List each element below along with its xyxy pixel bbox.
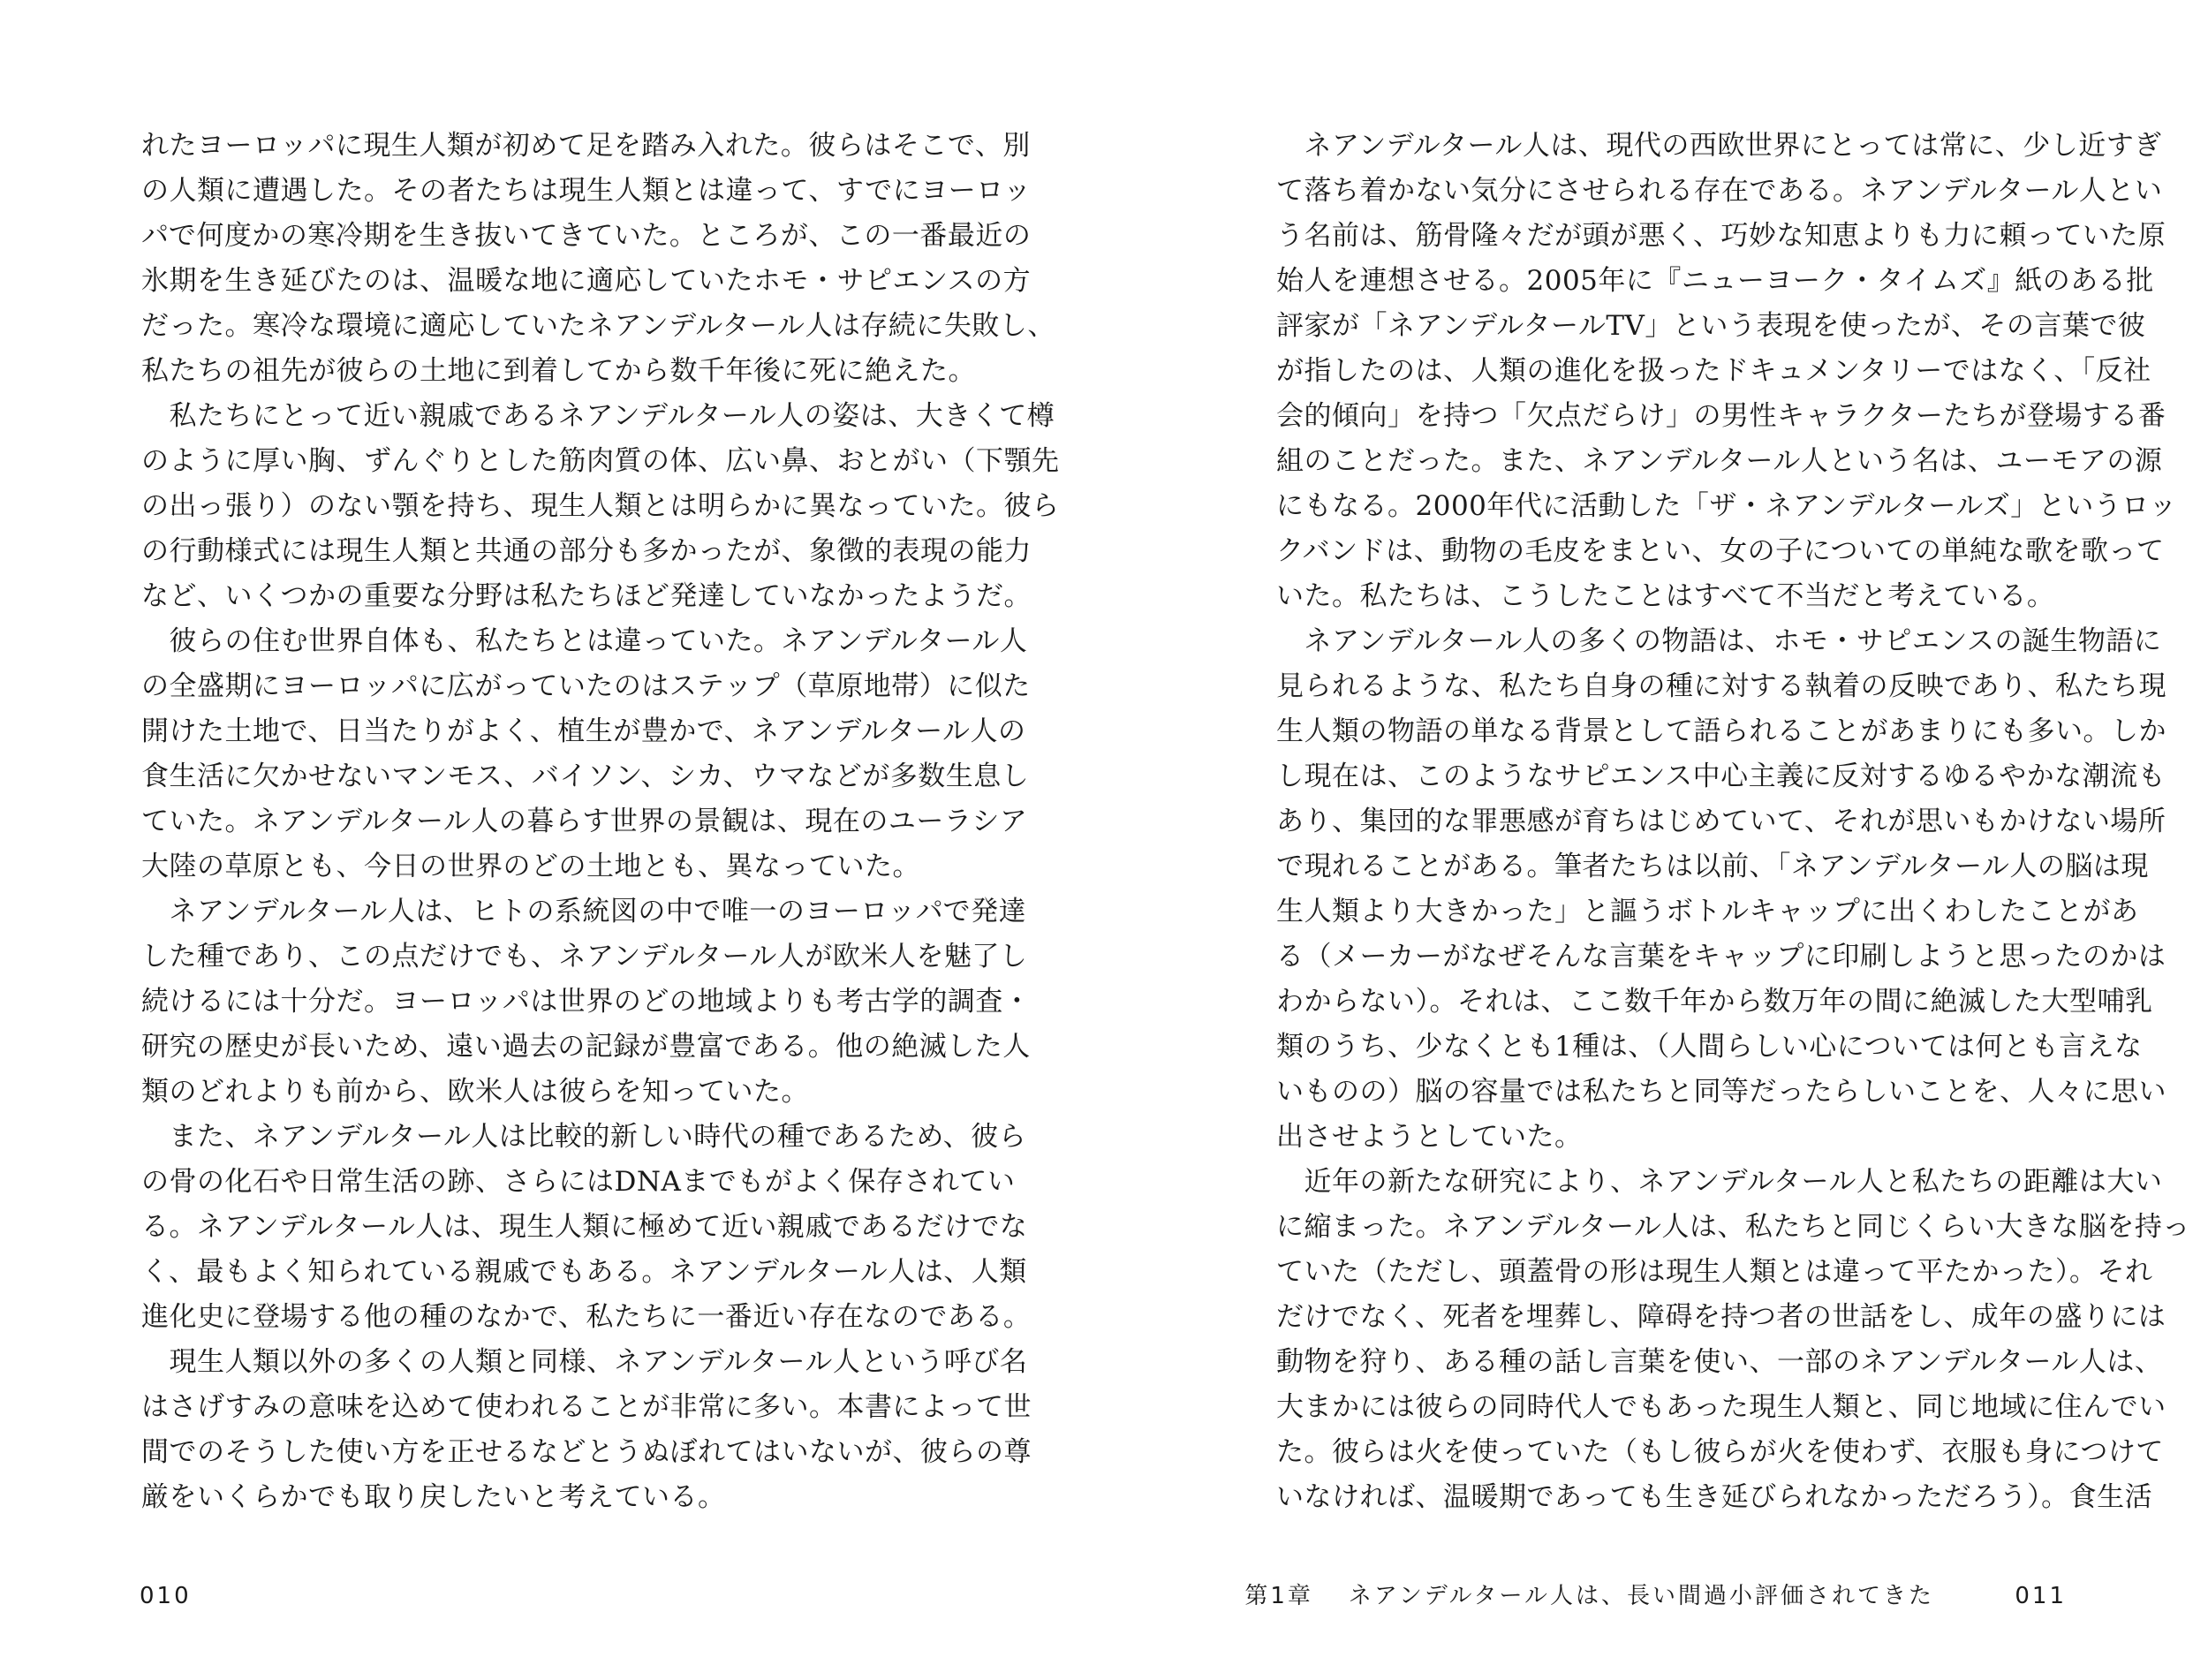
text-line: 大陸の草原とも、今日の世界のどの土地とも、異なっていた。 — [141, 851, 920, 882]
text-line: 近年の新たな研究により、ネアンデルタール人と私たちの距離は大い — [1276, 1166, 2163, 1198]
text-line: 始人を連想させる。2005年に『ニューヨーク・タイムズ』紙のある批 — [1276, 265, 2154, 297]
text-line: 評家が「ネアンデルタールTV」という表現を使ったが、その言葉で彼 — [1276, 310, 2146, 342]
text-line: ネアンデルタール人の多くの物語は、ホモ・サピエンスの誕生物語に — [1276, 625, 2162, 657]
text-line: の骨の化石や日常生活の跡、さらにはDNAまでもがよく保存されてい — [141, 1166, 1016, 1198]
text-line: 間でのそうした使い方を正せるなどとうぬぼれてはいないが、彼らの尊 — [141, 1436, 1032, 1468]
text-line: が指したのは、人類の進化を扱ったドキュメンタリーではなく、「反社 — [1276, 355, 2151, 387]
text-line: し現在は、このようなサピエンス中心主義に反対するゆるやかな潮流も — [1276, 761, 2166, 792]
text-line: 会的傾向」を持つ「欠点だらけ」の男性キャラクターたちが登場する番 — [1276, 400, 2166, 432]
text-line: 開けた土地で、日当たりがよく、植生が豊かで、ネアンデルタール人の — [141, 715, 1026, 747]
text-line: わからない）。それは、ここ数千年から数万年の間に絶滅した大型哺乳 — [1276, 986, 2153, 1018]
text-line: 研究の歴史が長いため、遠い過去の記録が豊富である。他の絶滅した人 — [141, 1031, 1031, 1063]
text-line: パで何度かの寒冷期を生き抜いてきていた。ところが、この一番最近の — [141, 220, 1032, 252]
page-number-right: 011 — [2015, 1583, 2067, 1609]
text-line: 氷期を生き延びたのは、温暖な地に適応していたホモ・サピエンスの方 — [141, 265, 1032, 297]
text-line: また、ネアンデルタール人は比較的新しい時代の種であるため、彼ら — [141, 1121, 1027, 1153]
text-line: 類のうち、少なくとも1種は、（人間らしい心については何とも言えな — [1276, 1031, 2143, 1063]
text-line: だった。寒冷な環境に適応していたネアンデルタール人は存続に失敗し、 — [141, 310, 1055, 342]
right-body-text — [1276, 124, 2190, 1520]
text-line: ネアンデルタール人は、現代の西欧世界にとっては常に、少し近すぎ — [1276, 130, 2162, 162]
text-line: れたヨーロッパに現生人類が初めて足を踏み入れた。彼らはそこで、別 — [141, 130, 1031, 162]
text-line: にもなる。2000年代に活動した「ザ・ネアンデルタールズ」というロッ — [1276, 490, 2177, 522]
text-line: 生人類より大きかった」と謳うボトルキャップに出くわしたことがあ — [1276, 896, 2139, 927]
text-line: あり、集団的な罪悪感が育ちはじめていて、それが思いもかけない場所 — [1276, 806, 2166, 837]
running-head-title: ネアンデルタール人は、長い間過小評価されてきた — [1348, 1583, 1934, 1609]
text-line: て落ち着かない気分にさせられる存在である。ネアンデルタール人とい — [1276, 175, 2163, 207]
text-line: る。ネアンデルタール人は、現生人類に極めて近い親戚であるだけでな — [141, 1211, 1028, 1243]
text-line: など、いくつかの重要な分野は私たちほど発達していなかったようだ。 — [141, 580, 1032, 612]
text-line: 私たちにとって近い親戚であるネアンデルタール人の姿は、大きくて樽 — [141, 400, 1055, 432]
text-line: の人類に遭遇した。その者たちは現生人類とは違って、すでにヨーロッ — [141, 175, 1032, 207]
text-line: いものの）脳の容量では私たちと同等だったらしいことを、人々に思い — [1276, 1076, 2166, 1108]
text-line: の全盛期にヨーロッパに広がっていたのはステップ（草原地帯）に似た — [141, 670, 1031, 702]
running-head-chapter: 第1章 — [1244, 1583, 1313, 1609]
text-line: 私たちの祖先が彼らの土地に到着してから数千年後に死に絶えた。 — [141, 355, 976, 387]
text-line: 厳をいくらかでも取り戻したいと考えている。 — [141, 1481, 726, 1513]
text-line: 動物を狩り、ある種の話し言葉を使い、一部のネアンデルタール人は、 — [1276, 1346, 2163, 1378]
right-page — [1104, 0, 2208, 1680]
text-line: う名前は、筋骨隆々だが頭が悪く、巧妙な知恵よりも力に頼っていた原 — [1276, 220, 2166, 252]
text-line: 大まかには彼らの同時代人でもあった現生人類と、同じ地域に住んでい — [1276, 1391, 2166, 1423]
text-line: る（メーカーがなぜそんな言葉をキャップに印刷しようと思ったのかは — [1276, 941, 2166, 972]
text-line: 組のことだった。また、ネアンデルタール人という名は、ユーモアの源 — [1276, 445, 2163, 477]
text-line: 見られるような、私たち自身の種に対する執着の反映であり、私たち現 — [1276, 670, 2166, 702]
text-line: ていた（ただし、頭蓋骨の形は現生人類とは違って平たかった）。それ — [1276, 1256, 2153, 1288]
text-line: 生人類の物語の単なる背景として語られることがあまりにも多い。しか — [1276, 715, 2166, 747]
text-line: した種であり、この点だけでも、ネアンデルタール人が欧米人を魅了し — [141, 941, 1028, 972]
text-line: だけでなく、死者を埋葬し、障碍を持つ者の世話をし、成年の盛りには — [1276, 1301, 2166, 1333]
page-number-left: 010 — [140, 1583, 192, 1609]
text-line: 出させようとしていた。 — [1276, 1121, 1583, 1153]
text-line: 現生人類以外の多くの人類と同様、ネアンデルタール人という呼び名 — [141, 1346, 1028, 1378]
text-line: の出っ張り）のない顎を持ち、現生人類とは明らかに異なっていた。彼ら — [141, 490, 1060, 522]
text-line: た。彼らは火を使っていた（もし彼らが火を使わず、衣服も身につけて — [1276, 1436, 2164, 1468]
text-line: 彼らの住む世界自体も、私たちとは違っていた。ネアンデルタール人 — [141, 625, 1028, 657]
text-line: のように厚い胸、ずんぐりとした筋肉質の体、広い鼻、おとがい（下顎先 — [141, 445, 1060, 477]
running-head — [1244, 1581, 1934, 1611]
text-line: クバンドは、動物の毛皮をまとい、女の子についての単純な歌を歌って — [1276, 535, 2165, 567]
text-line: 食生活に欠かせないマンモス、バイソン、シカ、ウマなどが多数生息し — [141, 761, 1030, 792]
text-line: いなければ、温暖期であっても生き延びられなかっただろう）。食生活 — [1276, 1481, 2153, 1513]
text-line: はさげすみの意味を込めて使われることが非常に多い。本書によって世 — [141, 1391, 1032, 1423]
text-line: 類のどれよりも前から、欧米人は彼らを知っていた。 — [141, 1076, 809, 1108]
text-line: に縮まった。ネアンデルタール人は、私たちと同じくらい大きな脳を持っ — [1276, 1211, 2190, 1243]
text-line: 続けるには十分だ。ヨーロッパは世界のどの地域よりも考古学的調査・ — [141, 986, 1032, 1018]
text-line: く、最もよく知られている親戚でもある。ネアンデルタール人は、人類 — [141, 1256, 1027, 1288]
text-line: 進化史に登場する他の種のなかで、私たちに一番近い存在なのである。 — [141, 1301, 1032, 1333]
text-line: いた。私たちは、こうしたことはすべて不当だと考えている。 — [1276, 580, 2055, 612]
text-line: ていた。ネアンデルタール人の暮らす世界の景観は、現在のユーラシア — [141, 806, 1028, 837]
text-line: の行動様式には現生人類と共通の部分も多かったが、象徴的表現の能力 — [141, 535, 1032, 567]
left-body-text — [141, 124, 1060, 1520]
text-line: で現れることがある。筆者たちは以前、「ネアンデルタール人の脳は現 — [1276, 851, 2149, 882]
text-line: ネアンデルタール人は、ヒトの系統図の中で唯一のヨーロッパで発達 — [141, 896, 1027, 927]
